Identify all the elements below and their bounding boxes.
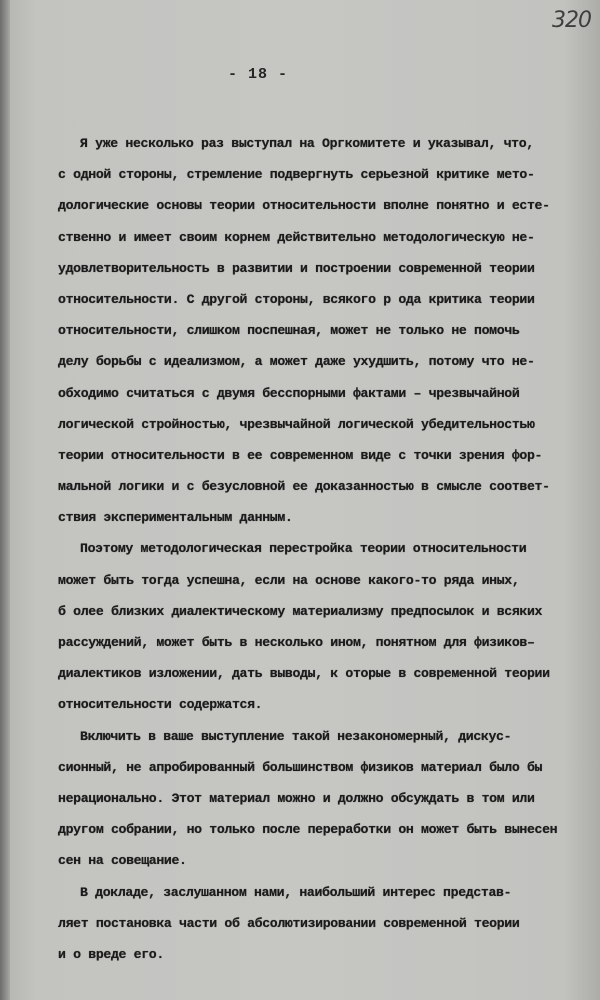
text-line: диалектиков изложении, дать выводы, к оторые в современной теории [58, 666, 550, 682]
text-line: В докладе, заслушанном нами, наибольший интерес представ- [80, 884, 512, 900]
text-line: может быть тогда успешна, если на основе какого-то ряда иных, [58, 572, 520, 588]
text-line: с одной стороны, стремление подвергнуть серьезной критике мето- [58, 167, 535, 183]
text-line: относительности. С другой стороны, всякого р ода критика теории [58, 291, 535, 307]
text-line: Я уже несколько раз выступал на Оргкомитете и указывал, что, [80, 136, 534, 151]
text-line: и о вреде его. [58, 946, 164, 962]
text-line: обходимо считаться с двумя бесспорными фактами – чрезвычайной [58, 385, 520, 401]
text-line: относительности содержатся. [58, 697, 263, 713]
text-line: делу борьбы с идеализмом, а может даже ухудшить, потому что не- [58, 354, 535, 370]
text-line: Включить в ваше выступление такой незакономерный, дискус- [80, 728, 512, 744]
text-line: относительности, слишком поспешная, может не только не помочь [58, 323, 520, 339]
archive-page-number: 320 [552, 8, 591, 33]
text-line: другом собрании, но только после переработки он может быть вынесен [58, 822, 558, 838]
text-line: теории относительности в ее современном виде с точки зрения фор- [58, 447, 543, 463]
text-line: нерационально. Этот материал можно и должно обсуждать в том или [58, 790, 535, 806]
text-line: логической стройностью, чрезвычайной логической убедительностью [58, 416, 535, 432]
text-line: удовлетворительность в развитии и построении современной теории [58, 260, 535, 276]
text-line: ственно и имеет своим корнем действительно методологическую не- [58, 229, 535, 245]
text-line: рассуждений, может быть в несколько ином, понятном для физиков– [58, 635, 535, 650]
text-line: ствия экспериментальным данным. [58, 510, 293, 526]
body-text [58, 128, 590, 970]
text-line: мальной логики и с безусловной ее доказанностью в смысле соответ- [58, 479, 550, 495]
text-line: дологические основы теории относительности вполне понятно и есте- [58, 198, 550, 214]
page-number: - 18 - [228, 66, 289, 83]
text-line: Поэтому методологическая перестройка теории относительности [80, 541, 527, 557]
text-line: сионный, не апробированный большинством физиков материал было бы [58, 759, 543, 775]
scan-edge-shadow [0, 0, 10, 1000]
text-line: сен на совещание. [58, 853, 187, 869]
text-line: ляет постановка части об абсолютизировании современной теории [58, 915, 520, 931]
text-line: б олее близких диалектическому материализму предпосылок и всяких [58, 603, 543, 619]
